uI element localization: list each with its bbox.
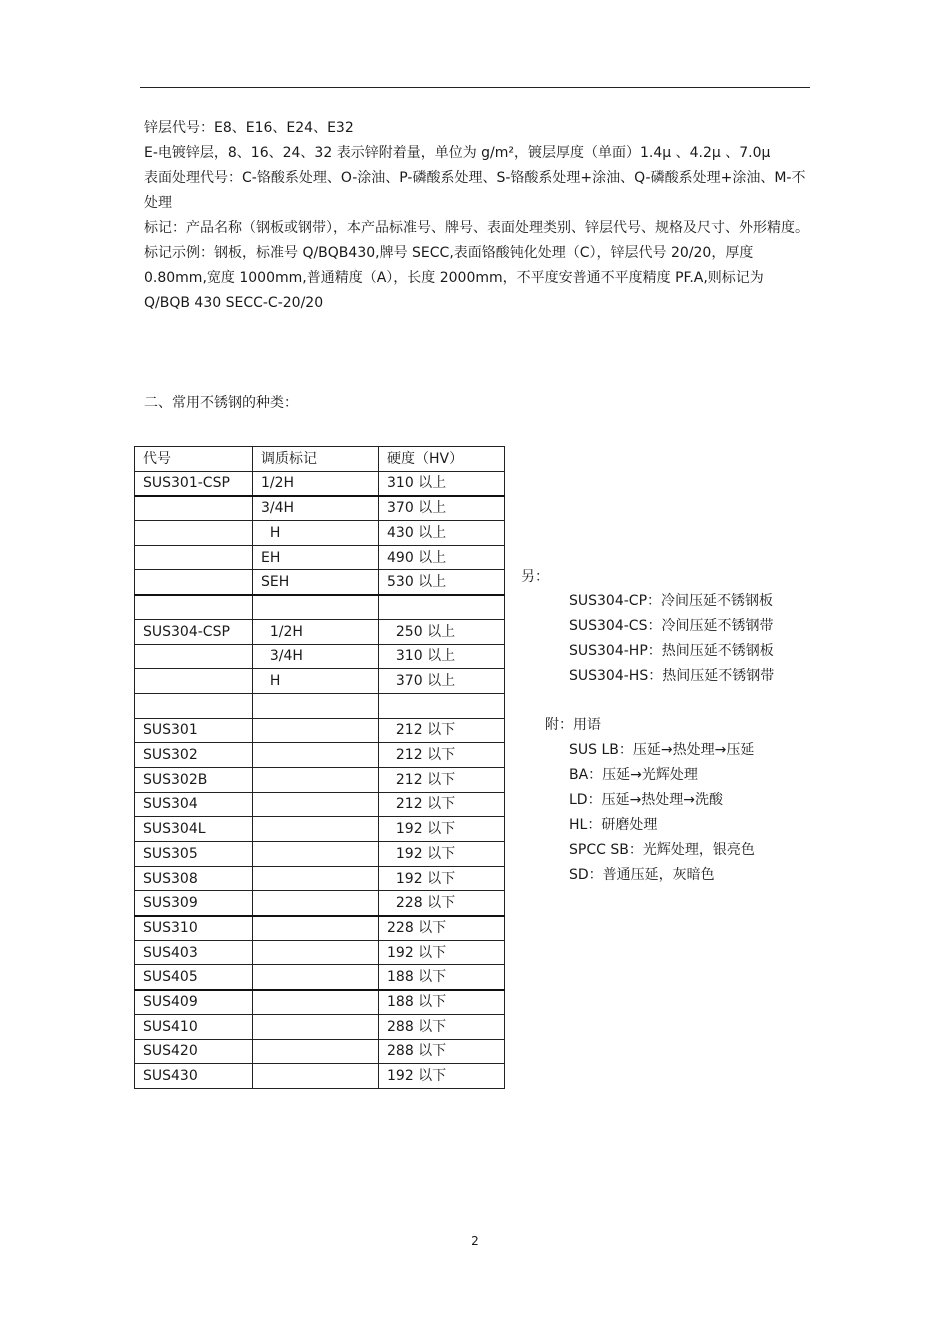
table-row <box>135 570 505 595</box>
header-hardness: 硬度（HV） <box>379 447 505 472</box>
cell-code <box>135 644 253 669</box>
cell-temper <box>253 842 379 867</box>
list-item: SUS304-HP：热间压延不锈钢板 <box>569 643 774 659</box>
cell-temper <box>253 990 379 1015</box>
cell-code: SUS410 <box>135 1014 253 1039</box>
cell-code: SUS301 <box>135 718 253 743</box>
table-row <box>135 940 505 965</box>
table-row <box>135 669 505 694</box>
cell-hardness: 370 以上 <box>379 669 505 694</box>
table-row <box>135 891 505 916</box>
list-item: SUS304-CS：冷间压延不锈钢带 <box>569 618 774 634</box>
cell-temper: 3/4H <box>253 644 379 669</box>
list-item: SUS304-HS：热间压延不锈钢带 <box>569 668 775 684</box>
cell-hardness: 370 以上 <box>379 496 505 521</box>
cell-code: SUS405 <box>135 965 253 990</box>
cell-temper <box>253 817 379 842</box>
cell-temper: H <box>253 669 379 694</box>
table-row <box>135 718 505 743</box>
cell-code: SUS301-CSP <box>135 471 253 496</box>
cell-code: SUS310 <box>135 916 253 941</box>
cell-temper <box>253 1039 379 1064</box>
cell-hardness: 188 以下 <box>379 965 505 990</box>
cell-temper <box>253 767 379 792</box>
cell-temper <box>253 965 379 990</box>
table-row <box>135 619 505 644</box>
cell-hardness: 228 以下 <box>379 916 505 941</box>
table-row <box>135 767 505 792</box>
cell-code <box>135 693 253 718</box>
table-row <box>135 1064 505 1089</box>
cell-hardness: 192 以下 <box>379 1064 505 1089</box>
cell-temper <box>253 693 379 718</box>
table-body <box>135 471 505 1088</box>
cell-code: SUS304 <box>135 792 253 817</box>
cell-hardness: 530 以上 <box>379 570 505 595</box>
table-row <box>135 545 505 570</box>
table-header-row <box>135 447 505 472</box>
cell-temper: 1/2H <box>253 619 379 644</box>
table-row <box>135 595 505 620</box>
table-row <box>135 965 505 990</box>
cell-hardness: 228 以下 <box>379 891 505 916</box>
table-row <box>135 471 505 496</box>
cell-code <box>135 595 253 620</box>
stainless-steel-table <box>134 446 505 1089</box>
cell-hardness: 310 以上 <box>379 644 505 669</box>
list-item: SUS304-CP：冷间压延不锈钢板 <box>569 593 774 609</box>
list-item: SPCC SB：光辉处理，银亮色 <box>569 842 755 858</box>
table-row <box>135 644 505 669</box>
header-temper: 调质标记 <box>253 447 379 472</box>
cell-hardness: 192 以下 <box>379 940 505 965</box>
marking-line: 标记：产品名称（钢板或钢带），本产品标准号、牌号、表面处理类别、锌层代号、规格及尺寸、外形精度。 <box>144 220 809 236</box>
table-row <box>135 792 505 817</box>
cell-code: SUS302B <box>135 767 253 792</box>
list-item: LD：压延→热处理→洗酸 <box>569 792 724 808</box>
table-row <box>135 1039 505 1064</box>
cell-hardness: 430 以上 <box>379 521 505 546</box>
zinc-layer-code-line: 锌层代号：E8、E16、E24、E32 <box>144 120 354 136</box>
cell-hardness: 288 以下 <box>379 1014 505 1039</box>
cell-temper: 1/2H <box>253 471 379 496</box>
table-row <box>135 866 505 891</box>
list-item: HL：研磨处理 <box>569 817 658 833</box>
list-item: SD：普通压延，灰暗色 <box>569 867 715 883</box>
cell-code: SUS420 <box>135 1039 253 1064</box>
cell-hardness: 288 以下 <box>379 1039 505 1064</box>
cell-code: SUS302 <box>135 743 253 768</box>
surface-treatment-line: 表面处理代号：C-铬酸系处理、O-涂油、P-磷酸系处理、S-铬酸系处理+涂油、Q-磷酸系处理+涂油、M-不处理 <box>144 170 806 211</box>
cell-hardness: 212 以下 <box>379 767 505 792</box>
cell-temper: EH <box>253 545 379 570</box>
list-item: BA：压延→光辉处理 <box>569 767 698 783</box>
cell-hardness <box>379 595 505 620</box>
cell-code: SUS409 <box>135 990 253 1015</box>
cell-code: SUS305 <box>135 842 253 867</box>
cell-temper <box>253 792 379 817</box>
header-code: 代号 <box>135 447 253 472</box>
cell-temper: 3/4H <box>253 496 379 521</box>
also-label: 另： <box>521 569 549 585</box>
intro-block <box>144 116 812 316</box>
cell-hardness: 188 以下 <box>379 990 505 1015</box>
page-number: 2 <box>471 1234 479 1248</box>
cell-hardness: 212 以下 <box>379 792 505 817</box>
cell-temper <box>253 1014 379 1039</box>
cell-temper <box>253 940 379 965</box>
terms-list <box>569 738 755 888</box>
list-item: SUS LB：压延→热处理→压延 <box>569 742 755 758</box>
cell-temper <box>253 595 379 620</box>
cell-code: SUS304-CSP <box>135 619 253 644</box>
table-row <box>135 842 505 867</box>
cell-code: SUS309 <box>135 891 253 916</box>
cell-temper <box>253 891 379 916</box>
cell-hardness: 250 以上 <box>379 619 505 644</box>
cell-hardness: 192 以下 <box>379 817 505 842</box>
cell-code <box>135 669 253 694</box>
cell-hardness: 212 以下 <box>379 743 505 768</box>
cell-temper: H <box>253 521 379 546</box>
cell-code <box>135 545 253 570</box>
table-row <box>135 743 505 768</box>
cell-hardness: 310 以上 <box>379 471 505 496</box>
table-row <box>135 1014 505 1039</box>
cell-code: SUS403 <box>135 940 253 965</box>
cell-code <box>135 570 253 595</box>
table-row <box>135 817 505 842</box>
cell-code: SUS308 <box>135 866 253 891</box>
header-rule <box>140 87 810 88</box>
cell-temper <box>253 866 379 891</box>
section-title: 二、常用不锈钢的种类： <box>144 395 298 411</box>
also-list <box>569 589 774 689</box>
cell-temper <box>253 718 379 743</box>
table-row <box>135 693 505 718</box>
cell-temper <box>253 916 379 941</box>
cell-code <box>135 521 253 546</box>
marking-example-line: 标记示例：钢板，标准号 Q/BQB430,牌号 SECC,表面铬酸钝化处理（C），锌层代号 20/20，厚度 0.80mm,宽度 1000mm,普通精度（A），长度 2000mm，不平度安普通不平度精度 PF.A,则标记为 Q/BQB 430 SECC-C-20/20 <box>144 245 764 311</box>
cell-hardness: 192 以下 <box>379 842 505 867</box>
cell-code: SUS430 <box>135 1064 253 1089</box>
cell-code: SUS304L <box>135 817 253 842</box>
cell-hardness: 490 以上 <box>379 545 505 570</box>
electroplated-zinc-line: E-电镀锌层，8、16、24、32 表示锌附着量，单位为 g/m²，镀层厚度（单面）1.4μ 、4.2μ 、7.0μ <box>144 145 771 161</box>
table-row <box>135 496 505 521</box>
table-row <box>135 521 505 546</box>
cell-code <box>135 496 253 521</box>
terms-label: 附：用语 <box>545 717 601 733</box>
cell-temper <box>253 743 379 768</box>
table-row <box>135 916 505 941</box>
cell-temper <box>253 1064 379 1089</box>
cell-hardness <box>379 693 505 718</box>
cell-hardness: 212 以下 <box>379 718 505 743</box>
cell-hardness: 192 以下 <box>379 866 505 891</box>
cell-temper: SEH <box>253 570 379 595</box>
table-row <box>135 990 505 1015</box>
